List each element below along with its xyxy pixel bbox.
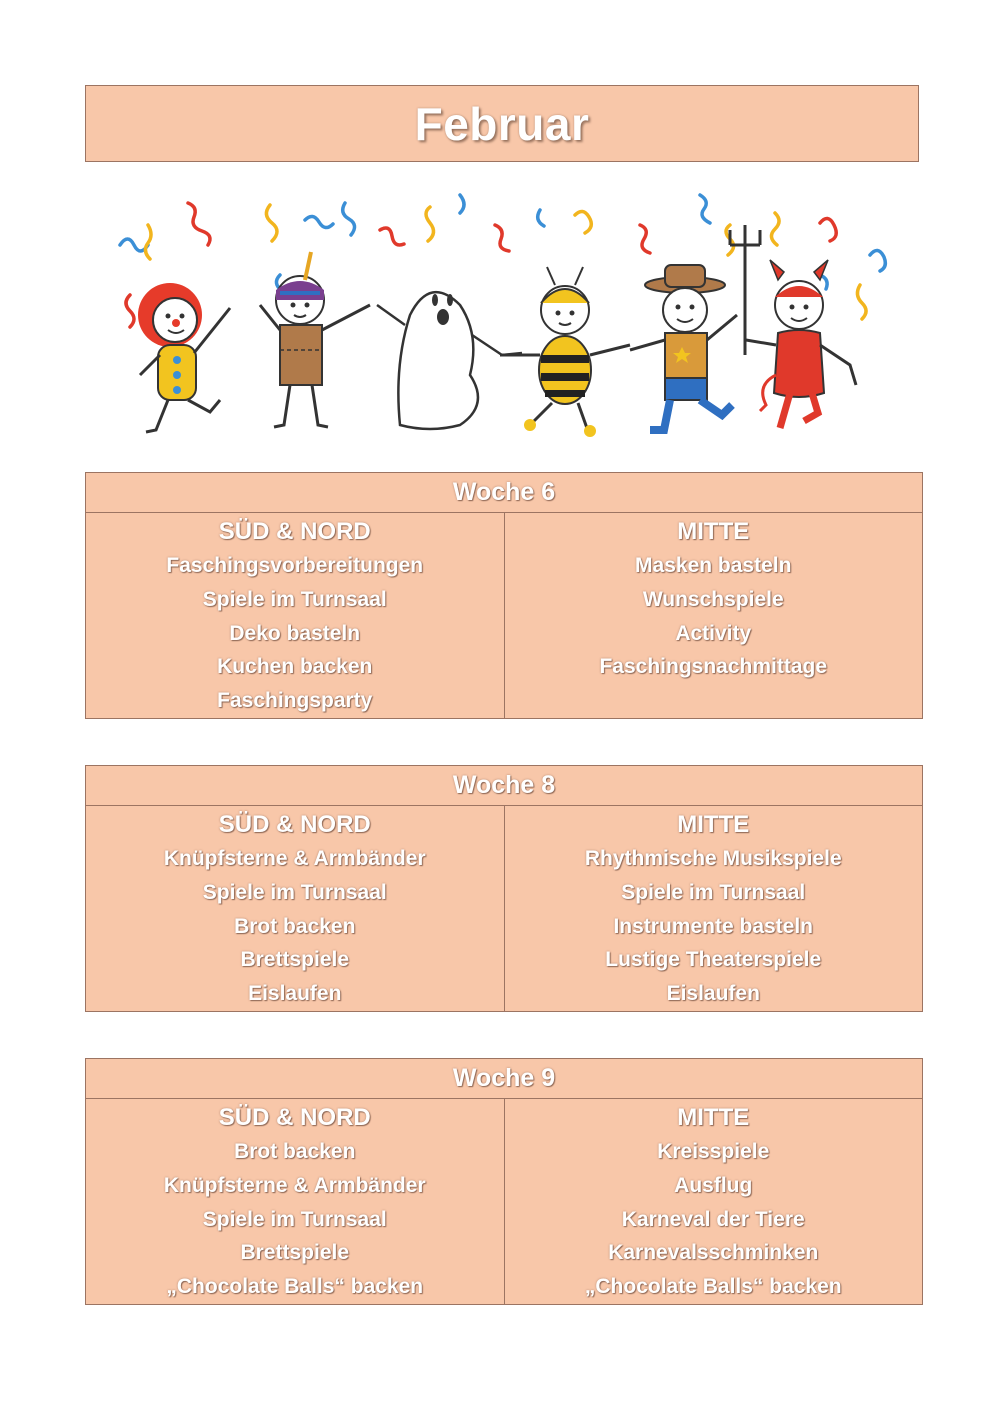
cowboy-costume-figure (630, 265, 737, 430)
list-item: Rhythmische Musikspiele (584, 847, 842, 870)
list-item: Knüpfsterne & Armbänder (163, 1173, 426, 1197)
list-item: Brettspiele (240, 948, 350, 972)
list-item: Kreisspiele (657, 1140, 770, 1163)
week-header (86, 473, 922, 513)
week-table-6 (85, 472, 923, 719)
list-item: Spiele im Turnsaal (202, 880, 387, 904)
column-heading: MITTE (677, 811, 750, 838)
week-table-9 (85, 1058, 923, 1305)
list-item: Faschingsvorbereitungen (166, 554, 424, 577)
list-item: Lustige Theaterspiele (605, 948, 822, 972)
list-item: Deko basteln (229, 621, 361, 645)
week-title: Woche 9 (452, 1064, 556, 1092)
list-item: Instrumente basteln (613, 914, 814, 938)
ghost-figure (377, 292, 522, 429)
page-title-box (85, 85, 919, 162)
week-table-8 (85, 765, 923, 1012)
week-header (86, 1059, 922, 1099)
list-item: Knüpfsterne & Armbänder (163, 847, 426, 870)
list-item: „Chocolate Balls“ backen (584, 1275, 842, 1299)
list-item: Brot backen (234, 914, 356, 938)
list-item: Brettspiele (240, 1241, 350, 1265)
clown-figure (138, 283, 230, 432)
column-heading: SÜD & NORD (218, 1104, 371, 1131)
list-item: Faschingsnachmittage (599, 655, 828, 679)
column-mitte (505, 806, 923, 1011)
list-item: Eislaufen (666, 982, 760, 1006)
list-item: Activity (675, 621, 752, 645)
list-item: Karnevalsschminken (608, 1241, 819, 1265)
page-title: Februar (414, 97, 590, 150)
column-heading: SÜD & NORD (218, 518, 371, 545)
list-item: Spiele im Turnsaal (202, 587, 387, 611)
list-item: Eislaufen (248, 982, 342, 1006)
list-item: Wunschspiele (642, 587, 784, 611)
week-title: Woche 8 (452, 771, 556, 799)
column-heading: SÜD & NORD (218, 811, 371, 838)
list-item: „Chocolate Balls“ backen (166, 1275, 424, 1299)
list-item: Ausflug (674, 1173, 753, 1197)
column-sued-nord (86, 806, 505, 1011)
list-item: Spiele im Turnsaal (202, 1207, 387, 1231)
list-item: Karneval der Tiere (621, 1207, 805, 1231)
list-item: Faschingsparty (217, 689, 373, 713)
devil-costume-figure (730, 225, 856, 428)
column-sued-nord (86, 513, 505, 718)
list-item: Masken basteln (635, 554, 792, 577)
column-mitte (505, 513, 923, 718)
column-mitte (505, 1099, 923, 1304)
list-item: Kuchen backen (217, 655, 373, 679)
column-heading: MITTE (677, 1104, 750, 1131)
week-header (86, 766, 922, 806)
carnival-kids-costumes-illustration (100, 185, 906, 445)
list-item: Brot backen (234, 1140, 356, 1163)
column-heading: MITTE (677, 518, 750, 545)
column-sued-nord (86, 1099, 505, 1304)
week-title: Woche 6 (452, 478, 556, 506)
list-item: Spiele im Turnsaal (621, 880, 806, 904)
